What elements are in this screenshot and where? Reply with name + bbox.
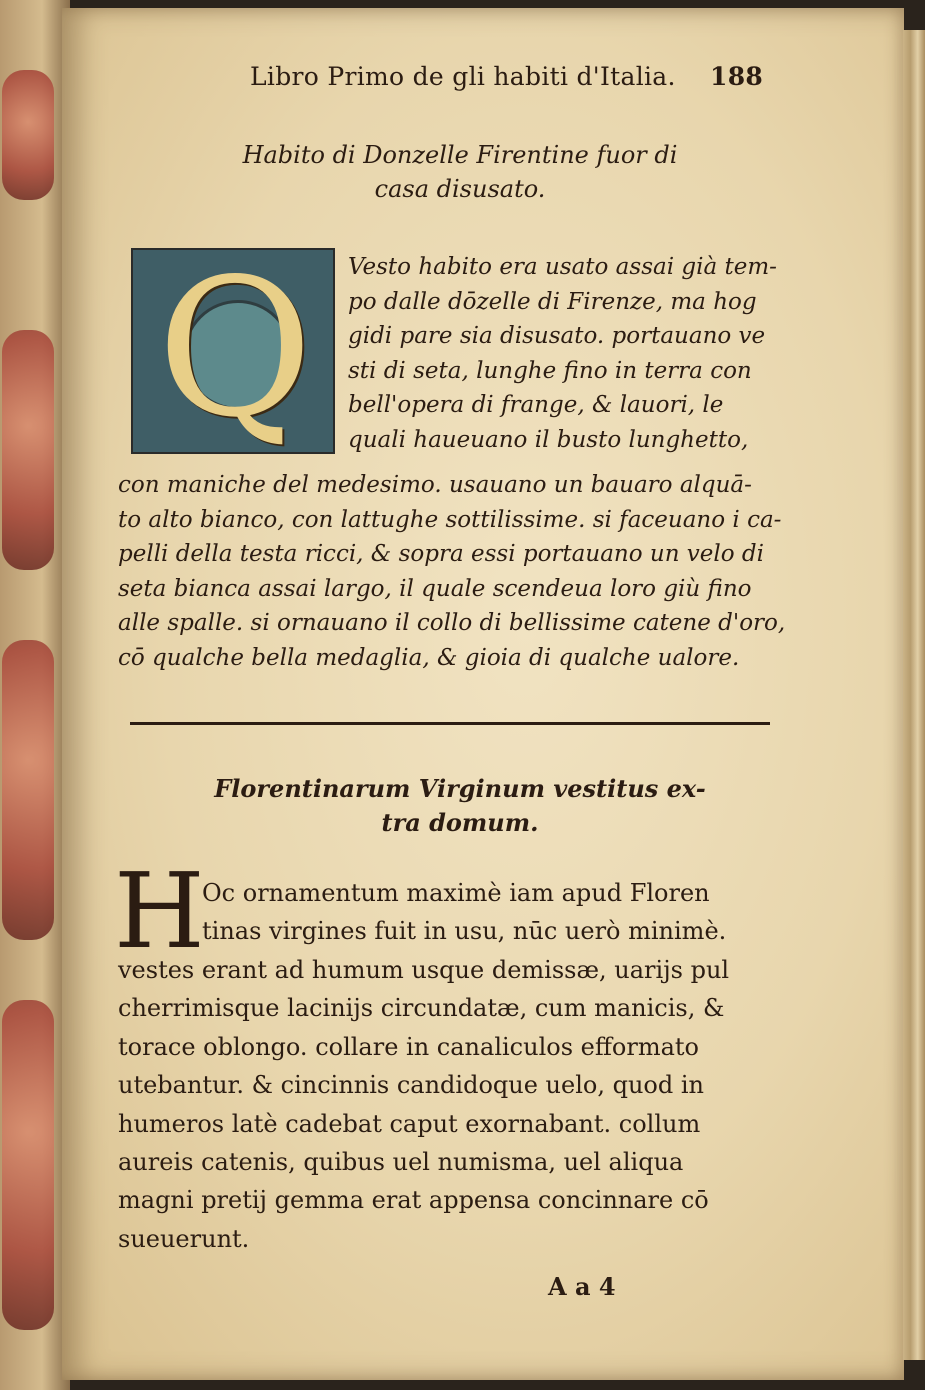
text-line: seta bianca assai largo, il quale scendeua loro giù fino (118, 575, 752, 602)
woodcut-initial-q (131, 248, 335, 454)
text-line: gidi pare sia disusato. portauano ve (348, 323, 766, 350)
heading-line: casa disusato. (374, 175, 546, 203)
facing-page-ornament (2, 1000, 54, 1330)
text-line: cherrimisque lacinijs circundatæ, cum manicis, & (118, 994, 725, 1023)
text-line: tinas virgines fuit in usu, nūc uerò minimè. (202, 917, 727, 946)
text-line: aureis catenis, quibus uel numisma, uel aliqua (118, 1147, 684, 1176)
italian-paragraph-beside-initial (348, 250, 798, 458)
text-line: Oc ornamentum maximè iam apud Floren (202, 879, 710, 907)
initial-letter: Q (157, 248, 313, 454)
initial-letter-h: H (114, 850, 205, 972)
italian-heading (150, 138, 770, 206)
facing-page-ornament (2, 640, 54, 940)
text-line: sti di seta, lunghe fino in terra con (348, 357, 752, 384)
latin-heading (150, 772, 770, 840)
text-line: bell'opera di frange, & lauori, le (348, 392, 724, 419)
running-head (190, 62, 790, 102)
heading-line: Florentinarum Virginum vestitus ex- (214, 774, 706, 803)
text-line: humeros latè cadebat caput exornabant. collum (118, 1109, 701, 1138)
text-line: magni pretij gemma erat appensa concinnare cō (118, 1186, 709, 1215)
text-line: pelli della testa ricci, & sopra essi portauano un velo di (118, 541, 765, 568)
latin-paragraph-beside-initial (202, 874, 802, 951)
heading-line: tra domum. (381, 808, 539, 837)
latin-paragraph-continued (118, 951, 798, 1258)
signature-mark: A a 4 (548, 1272, 616, 1301)
running-head-title: Libro Primo de gli habiti d'Italia. (250, 62, 676, 91)
italian-paragraph-continued (118, 468, 798, 676)
text-line: Vesto habito era usato assai già tem- (348, 254, 777, 280)
text-line: alle spalle. si ornauano il collo di bellissime catene d'oro, (118, 610, 786, 637)
heading-line: Habito di Donzelle Firentine fuor di (242, 141, 678, 169)
text-line: quali haueuano il busto lunghetto, (348, 426, 749, 453)
page-stack-edge (903, 30, 925, 1360)
folio-number: 188 (710, 62, 764, 91)
text-line: con maniche del medesimo. usauano un bauaro alquā- (118, 472, 752, 498)
text-line: po dalle dōzelle di Firenze, ma hog (348, 288, 757, 315)
text-line: cō qualche bella medaglia, & gioia di qualche ualore. (118, 644, 740, 671)
facing-page-ornament (2, 70, 54, 200)
text-line: to alto bianco, con lattughe sottilissime. si faceuano i ca- (118, 506, 782, 533)
facing-page-ornament (2, 330, 54, 570)
text-line: torace oblongo. collare in canaliculos efformato (118, 1032, 699, 1061)
text-line: utebantur. & cincinnis candidoque uelo, quod in (118, 1071, 704, 1100)
facing-page-edge (0, 0, 70, 1390)
text-line: vestes erant ad humum usque demissæ, uarijs pul (118, 956, 730, 984)
section-divider-rule (130, 722, 770, 725)
text-line: sueuerunt. (118, 1224, 250, 1253)
